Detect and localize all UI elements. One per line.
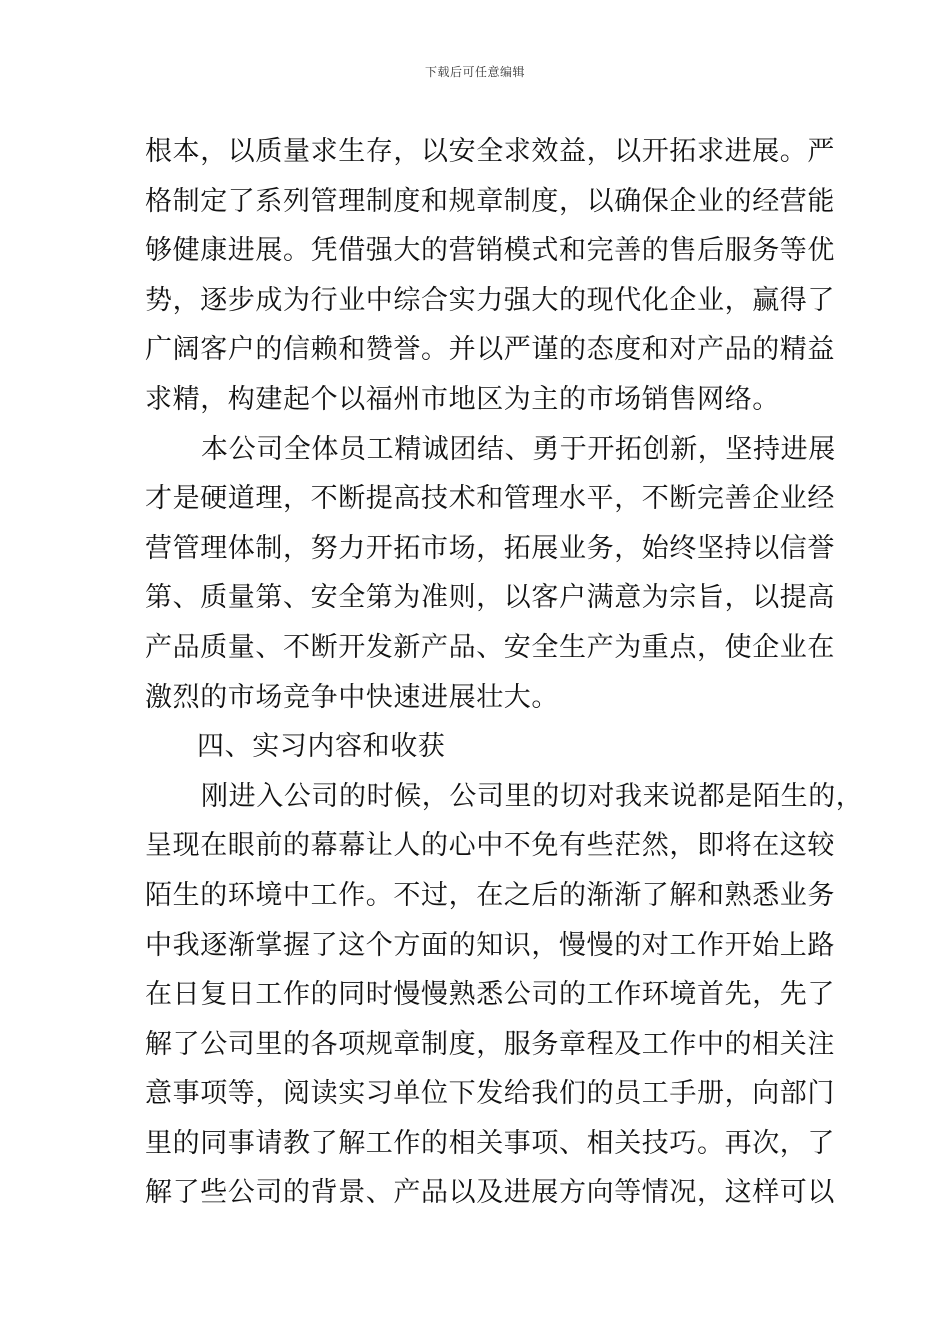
text-line: 根本，以质量求生存，以安全求效益，以开拓求进展。严 (145, 136, 835, 167)
text-line: 够健康进展。凭借强大的营销模式和完善的售后服务等优 (145, 235, 835, 267)
text-line: 营管理体制，努力开拓市场，拓展业务，始终坚持以信誉 (145, 532, 835, 564)
paragraph-start-line: 本公司全体员工精诚团结、勇于开拓创新，坚持进展 (201, 433, 836, 465)
text-line: 陌生的环境中工作。不过，在之后的渐渐了解和熟悉业务 (145, 879, 835, 911)
text-line: 意事项等，阅读实习单位下发给我们的员工手册，向部门 (145, 1078, 835, 1110)
paragraph-start-line: 刚进入公司的时候，公司里的切对我来说都是陌生的， (201, 780, 864, 812)
text-line: 广阔客户的信赖和赞誉。并以严谨的态度和对产品的精益 (145, 334, 835, 366)
text-line: 中我逐渐掌握了这个方面的知识，慢慢的对工作开始上路 (145, 929, 835, 961)
text-line: 呈现在眼前的幕幕让人的心中不免有些茫然，即将在这较 (145, 830, 835, 862)
body-text (145, 127, 864, 1218)
text-line: 第、质量第、安全第为准则，以客户满意为宗旨，以提高 (145, 582, 835, 614)
section-heading: 四、实习内容和收获 (197, 731, 446, 763)
text-line: 格制定了系列管理制度和规章制度，以确保企业的经营能 (145, 185, 835, 217)
text-line: 求精，构建起个以福州市地区为主的市场销售网络。 (145, 383, 780, 415)
text-line: 解了公司里的各项规章制度，服务章程及工作中的相关注 (145, 1028, 835, 1060)
text-line: 里的同事请教了解工作的相关事项、相关技巧。再次，了 (145, 1127, 835, 1159)
text-line: 在日复日工作的同时慢慢熟悉公司的工作环境首先，先了 (145, 979, 835, 1011)
text-line: 势，逐步成为行业中综合实力强大的现代化企业，赢得了 (145, 284, 835, 316)
header-note: 下载后可任意编辑 (424, 65, 525, 79)
text-line: 解了些公司的背景、产品以及进展方向等情况，这样可以 (145, 1177, 835, 1209)
text-line: 产品质量、不断开发新产品、安全生产为重点，使企业在 (145, 631, 835, 663)
text-line: 激烈的市场竞争中快速进展壮大。 (145, 681, 559, 713)
text-line: 才是硬道理，不断提高技术和管理水平，不断完善企业经 (145, 483, 835, 515)
